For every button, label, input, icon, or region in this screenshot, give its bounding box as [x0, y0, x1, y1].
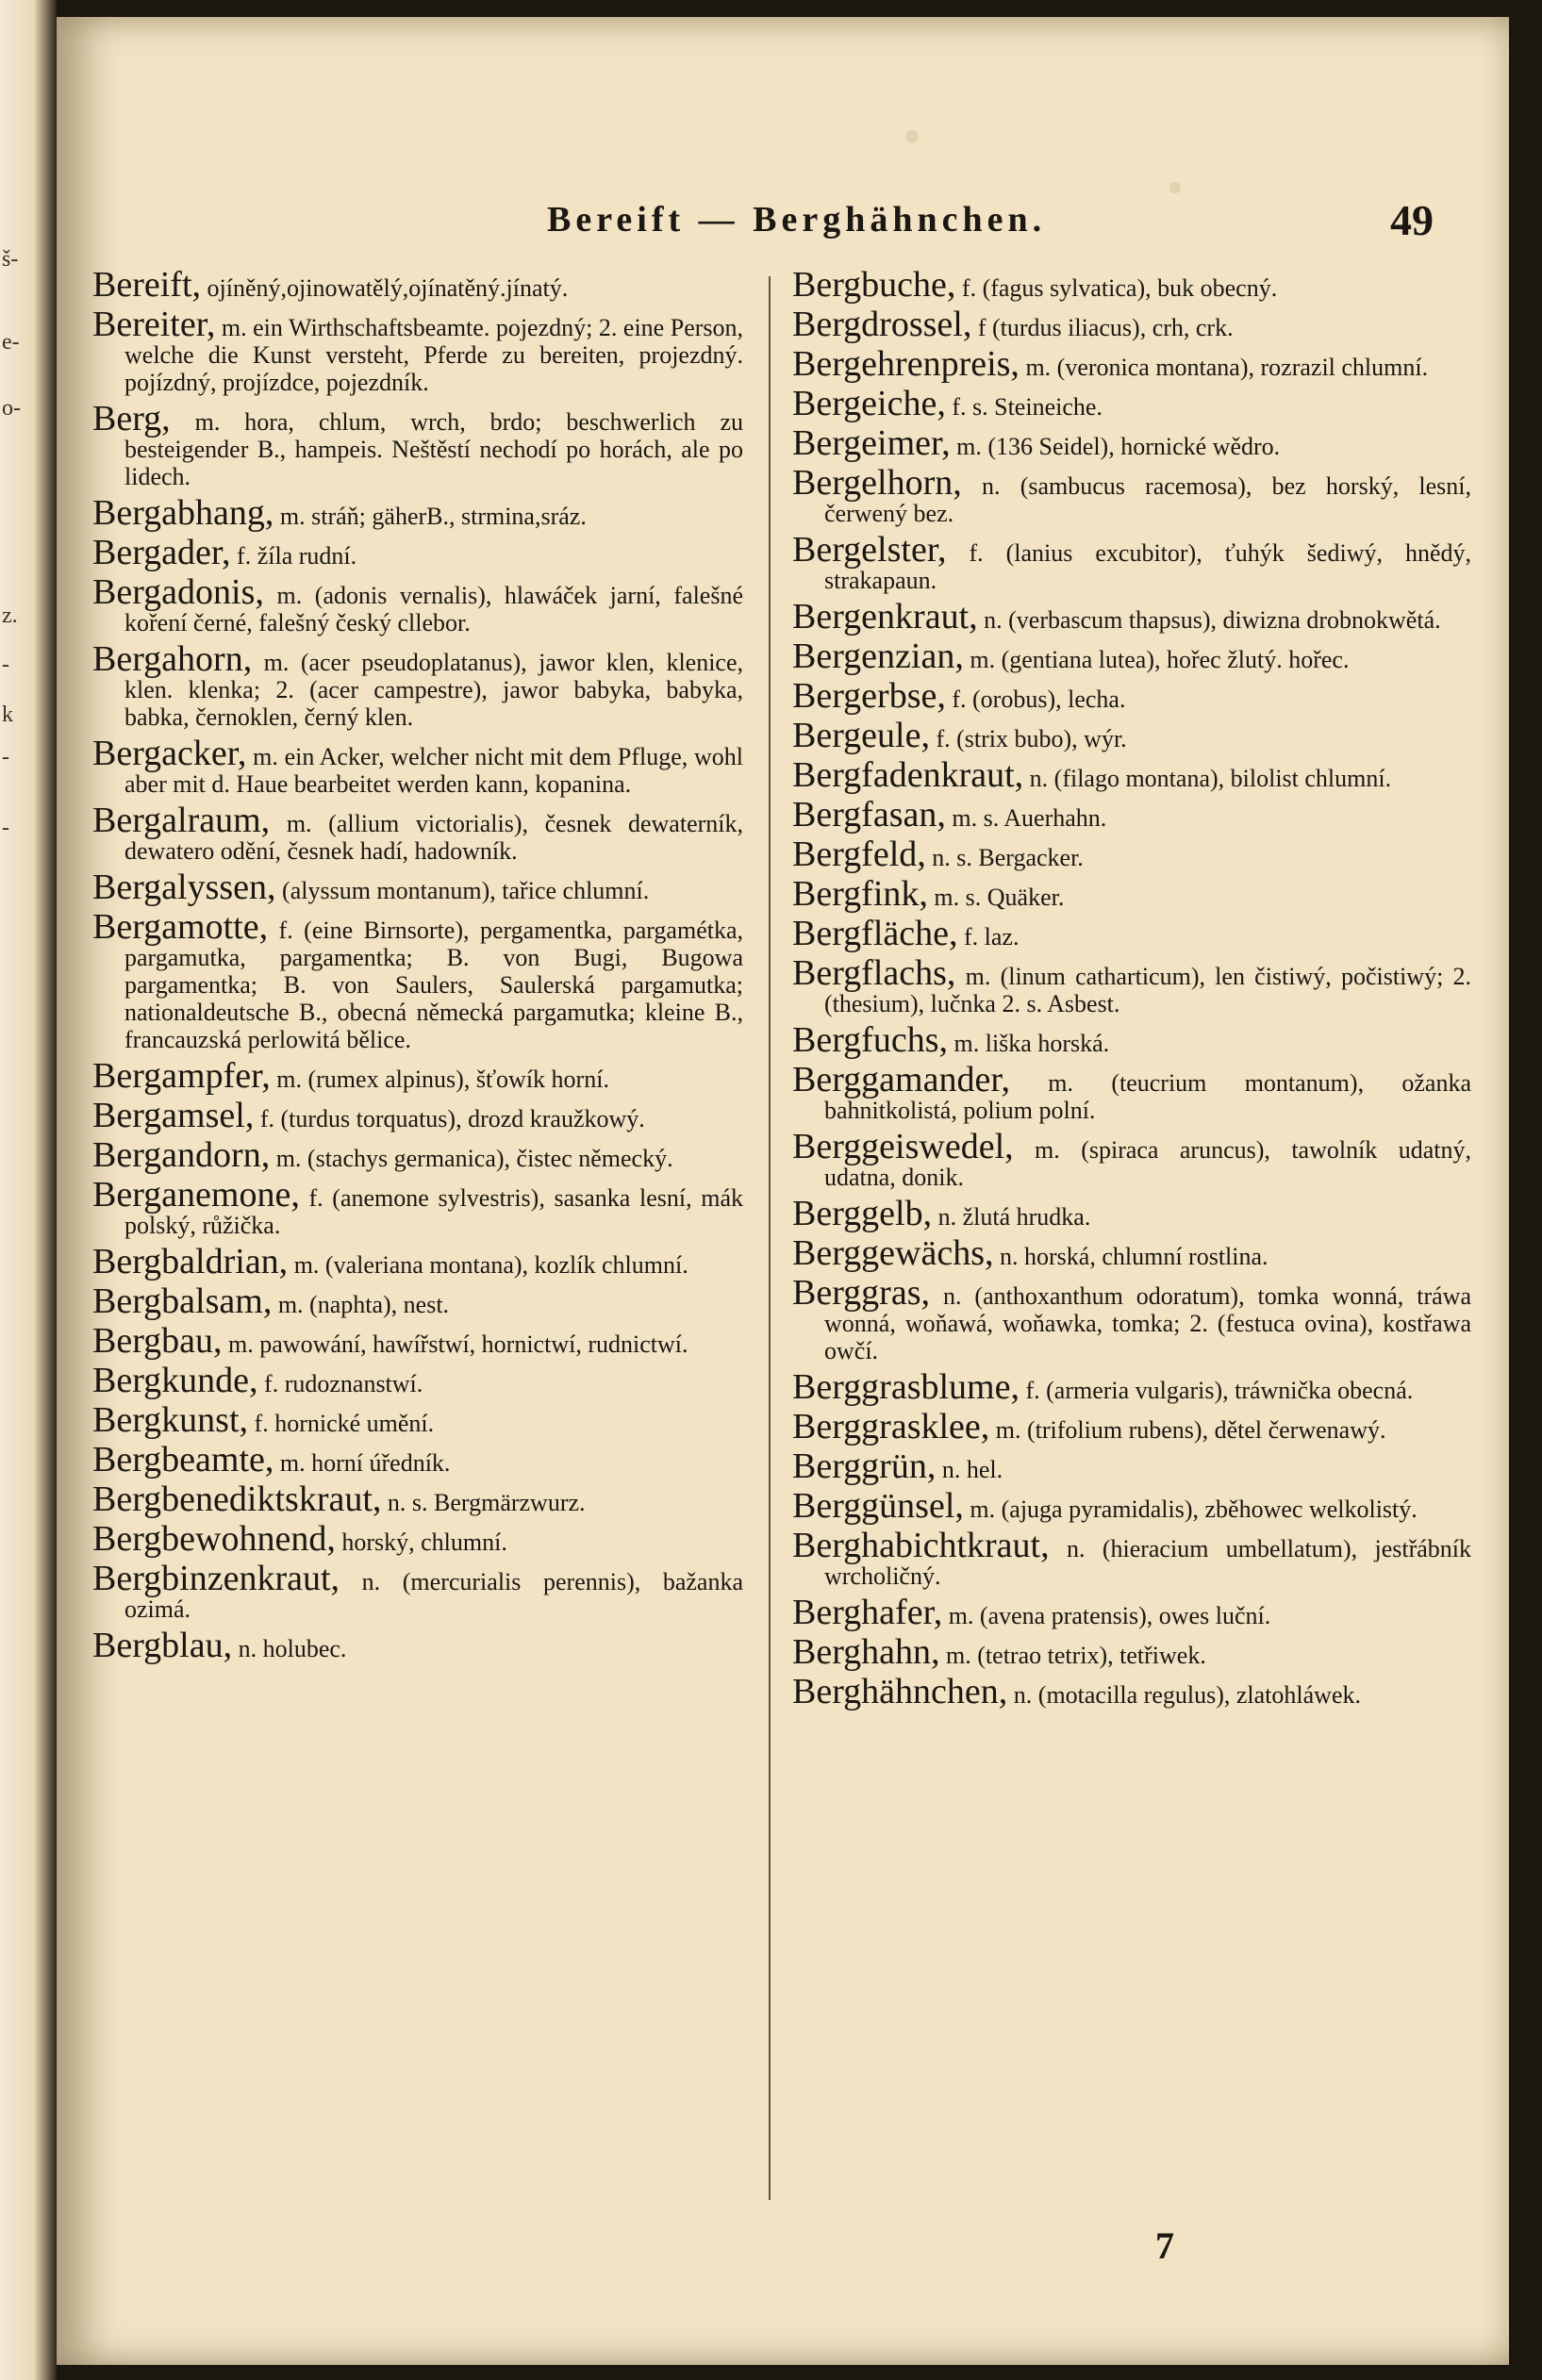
- entry-definition: horský, chlumní.: [341, 1529, 507, 1556]
- entry-headword: Bergampfer,: [92, 1056, 271, 1096]
- dictionary-entry: [792, 1367, 1471, 1407]
- entry-headword: Berggeiswedel,: [792, 1127, 1014, 1166]
- signature-mark: 7: [1155, 2224, 1174, 2267]
- margin-fragment: z.: [2, 603, 18, 628]
- entry-definition: f. (armeria vulgaris), tráwnička obecná.: [1025, 1377, 1414, 1404]
- entry-headword: Berggrün,: [792, 1446, 937, 1486]
- entry-definition: n. (filago montana), bilolist chlumní.: [1029, 765, 1392, 792]
- entry-definition: f. hornické umění.: [254, 1410, 435, 1437]
- entry-headword: Bergamsel,: [92, 1096, 255, 1135]
- book-page: [57, 17, 1509, 2365]
- entry-headword: Bergeule,: [792, 716, 930, 755]
- dictionary-entry: [92, 572, 744, 636]
- entry-definition: m. (acer pseudoplatanus), jawor klen, klenice, klen. klenka; 2. (acer campestre), jawor babyka, babyka, babka, černoklen, černý klen.: [124, 649, 744, 731]
- entry-definition: m. horní úředník.: [279, 1449, 451, 1477]
- entry-definition: ojíněný,ojinowatělý,ojínatěný.jínatý.: [207, 274, 569, 302]
- entry-definition: m. s. Quäker.: [934, 884, 1065, 911]
- dictionary-entry: [92, 399, 743, 490]
- dictionary-entry: [792, 1486, 1471, 1526]
- entry-definition: m. (trifolium rubens), dětel čerwenawý.: [995, 1416, 1386, 1444]
- dictionary-entry: [92, 1519, 743, 1559]
- entry-definition: f. (orobus), lecha.: [952, 686, 1126, 713]
- entry-definition: n. (motacilla regulus), zlatohláwek.: [1013, 1681, 1361, 1709]
- entry-headword: Berggras,: [792, 1273, 930, 1313]
- margin-fragment: e-: [2, 330, 20, 355]
- adjacent-page-margin: [0, 0, 57, 2380]
- entry-definition: f. s. Steineiche.: [952, 393, 1103, 421]
- dictionary-entry: [792, 384, 1471, 423]
- dictionary-entry: [792, 676, 1471, 716]
- entry-definition: f. (anemone sylvestris), sasanka lesní, mák polský, růžička.: [124, 1184, 743, 1239]
- dictionary-entry: [92, 734, 743, 798]
- entry-headword: Bergbenediktskraut,: [92, 1479, 382, 1519]
- entry-headword: Bergeimer,: [792, 423, 951, 463]
- entry-definition: f. (eine Birnsorte), pergamentka, pargamétka, pargamutka, pargamentka; B. von Bugi, Bugowa pargamentka; B. von Saulers, Saulerská pargamutka; nationaldeutsche B., obecná německá pargamutka; kleine B., francauzská perlowitá bělice.: [124, 917, 743, 1053]
- entry-headword: Bergfasan,: [792, 795, 946, 835]
- dictionary-entry: [792, 1127, 1471, 1191]
- entry-definition: n. (verbascum thapsus), diwizna drobnokwětá.: [984, 606, 1441, 634]
- dictionary-entry: [792, 423, 1471, 463]
- entry-headword: Bergandorn,: [92, 1135, 271, 1175]
- dictionary-entry: [792, 914, 1471, 953]
- entry-headword: Bergfadenkraut,: [792, 755, 1024, 795]
- entry-headword: Bergbinzenkraut,: [92, 1559, 340, 1598]
- dictionary-entry: [92, 1440, 743, 1479]
- entry-definition: n. horská, chlumní rostlina.: [1000, 1243, 1268, 1270]
- entry-definition: m. (avena pratensis), owes luční.: [948, 1602, 1271, 1629]
- entry-headword: Bergbalsam,: [92, 1281, 273, 1321]
- entry-headword: Berganemone,: [92, 1175, 300, 1215]
- dictionary-entry: [792, 305, 1471, 344]
- entry-headword: Bergdrossel,: [792, 305, 972, 344]
- dictionary-entry: [792, 716, 1471, 755]
- dictionary-entry: [92, 1626, 743, 1665]
- entry-definition: (alyssum montanum), tařice chlumní.: [282, 877, 650, 904]
- dictionary-entry: [92, 801, 743, 865]
- entry-headword: Berggünsel,: [792, 1486, 964, 1526]
- entry-headword: Bergkunde,: [92, 1361, 258, 1400]
- dictionary-entry: [792, 1446, 1471, 1486]
- entry-headword: Bergahorn,: [92, 639, 253, 679]
- margin-fragment: -: [2, 745, 9, 769]
- entry-headword: Bergflachs,: [792, 953, 956, 993]
- entry-headword: Bergbaldrian,: [92, 1242, 289, 1281]
- entry-headword: Berghähnchen,: [792, 1672, 1008, 1711]
- entry-definition: f. rudoznanstwí.: [264, 1370, 423, 1397]
- dictionary-entry: [792, 1194, 1471, 1233]
- dictionary-entry: [792, 1632, 1471, 1672]
- dictionary-entry: [792, 953, 1472, 1017]
- entry-definition: m. ein Acker, welcher nicht mit dem Pfluge, wohl aber mit d. Haue bearbeitet werden kann, kopanina.: [124, 743, 743, 798]
- entry-definition: m. ein Wirthschaftsbeamte. pojezdný; 2. eine Person, welche die Kunst versteht, Pferde zu bereiten, projezdný. pojízdný, projízdce, pojezdník.: [124, 314, 744, 396]
- dictionary-entry: [92, 1175, 743, 1239]
- entry-definition: m. stráň; gäherB., strmina,sráz.: [279, 503, 587, 530]
- running-header: [490, 191, 1434, 248]
- entry-headword: Berghahn,: [792, 1632, 940, 1672]
- entry-definition: n. (hieracium umbellatum), jestřábník wrcholičný.: [824, 1535, 1472, 1590]
- entry-definition: m. (136 Seidel), hornické wědro.: [956, 433, 1281, 460]
- entry-definition: m. (ajuga pyramidalis), zběhowec welkolistý.: [970, 1496, 1418, 1523]
- entry-headword: Bergeiche,: [792, 384, 946, 423]
- dictionary-entry: [92, 533, 743, 572]
- dictionary-entry: [792, 835, 1471, 874]
- column-divider: [769, 276, 771, 2200]
- dictionary-entry: [792, 636, 1471, 676]
- margin-fragment: š-: [2, 247, 19, 272]
- dictionary-entry: [92, 907, 743, 1053]
- entry-headword: Bergadonis,: [92, 572, 264, 612]
- entry-definition: m. pawowání, hawířstwí, hornictwí, rudnictwí.: [228, 1330, 688, 1358]
- dictionary-entry: [92, 1400, 743, 1440]
- dictionary-entry: [92, 1281, 743, 1321]
- entry-headword: Berggrasblume,: [792, 1367, 1020, 1407]
- dictionary-entry: [92, 1361, 743, 1400]
- dictionary-entry: [92, 1242, 743, 1281]
- entry-headword: Bergelster,: [792, 530, 947, 570]
- entry-headword: Berggrasklee,: [792, 1407, 990, 1446]
- left-column: [92, 265, 744, 1672]
- entry-definition: m. (valeriana montana), kozlík chlumní.: [293, 1251, 688, 1279]
- dictionary-entry: [92, 639, 744, 731]
- entry-definition: f. laz.: [964, 923, 1020, 950]
- entry-headword: Bergenzian,: [792, 636, 964, 676]
- right-column: [792, 265, 1472, 1718]
- dictionary-entry: [792, 1526, 1472, 1590]
- entry-definition: m. (spiraca aruncus), tawolník udatný, udatna, donik.: [824, 1136, 1471, 1191]
- entry-headword: Bergabhang,: [92, 493, 274, 533]
- margin-fragment: o-: [2, 396, 21, 421]
- entry-headword: Berggelb,: [792, 1194, 933, 1233]
- entry-definition: n. holubec.: [238, 1635, 347, 1662]
- entry-definition: m. (gentiana lutea), hořec žlutý. hořec.: [970, 646, 1350, 673]
- entry-definition: m. hora, chlum, wrch, brdo; beschwerlich zu besteigender B., hampeis. Neštěstí nechodí po horách, ale po lidech.: [124, 408, 743, 490]
- entry-definition: f. (strix bubo), wýr.: [936, 725, 1127, 752]
- entry-definition: m. (linum catharticum), len čistiwý, počistiwý; 2. (thesium), lučnka 2. s. Asbest.: [824, 963, 1472, 1017]
- dictionary-entry: [792, 530, 1471, 594]
- entry-headword: Berg,: [92, 399, 171, 438]
- page-number: 49: [1390, 196, 1434, 244]
- entry-headword: Bergacker,: [92, 734, 247, 773]
- entry-definition: m. s. Auerhahn.: [952, 804, 1107, 832]
- entry-definition: m. (rumex alpinus), šťowík horní.: [276, 1066, 609, 1093]
- ink-spot: [905, 130, 919, 143]
- entry-headword: Bergader,: [92, 533, 231, 572]
- dictionary-entry: [92, 493, 743, 533]
- entry-headword: Bergerbse,: [792, 676, 946, 716]
- dictionary-entry: [792, 1407, 1471, 1446]
- dictionary-entry: [792, 795, 1471, 835]
- dictionary-entry: [792, 1233, 1471, 1273]
- dictionary-entry: [92, 265, 743, 305]
- dictionary-entry: [792, 265, 1471, 305]
- entry-headword: Bergfeld,: [792, 835, 926, 874]
- entry-headword: Bergelhorn,: [792, 463, 962, 503]
- dictionary-entry: [792, 1672, 1471, 1711]
- dictionary-entry: [792, 874, 1471, 914]
- dictionary-entry: [792, 1273, 1472, 1364]
- entry-definition: m. (tetrao tetrix), tetřiwek.: [946, 1642, 1206, 1669]
- dictionary-entry: [792, 755, 1471, 795]
- dictionary-entry: [792, 597, 1471, 636]
- entry-headword: Bergblau,: [92, 1626, 233, 1665]
- entry-headword: Berggamander,: [792, 1060, 1010, 1099]
- entry-definition: m. (allium victorialis), česnek dewaterník, dewatero odění, česnek hadí, hadowník.: [124, 810, 743, 865]
- entry-definition: m. (veronica montana), rozrazil chlumní.: [1025, 354, 1429, 381]
- entry-headword: Bergenkraut,: [792, 597, 978, 636]
- dictionary-entry: [792, 344, 1471, 384]
- dictionary-entry: [92, 1559, 743, 1623]
- entry-headword: Bergbeamte,: [92, 1440, 274, 1479]
- entry-definition: m. liška horská.: [953, 1030, 1110, 1057]
- entry-definition: n. s. Bergacker.: [932, 844, 1084, 871]
- entry-definition: f. (fagus sylvatica), buk obecný.: [961, 274, 1278, 302]
- dictionary-entry: [92, 305, 744, 396]
- entry-headword: Bereift,: [92, 265, 202, 305]
- entry-definition: m. (teucrium montanum), ožanka bahnitkolistá, polium polní.: [824, 1069, 1471, 1124]
- entry-headword: Bergkunst,: [92, 1400, 249, 1440]
- entry-headword: Bergbewohnend,: [92, 1519, 336, 1559]
- entry-definition: m. (stachys germanica), čistec německý.: [275, 1145, 673, 1172]
- page-title: Bereift — Berghähnchen.: [547, 200, 1047, 240]
- entry-definition: f. (lanius excubitor), ťuhýk šediwý, hnědý, strakapaun.: [824, 539, 1471, 594]
- entry-headword: Bergehrenpreis,: [792, 344, 1020, 384]
- dictionary-entry: [92, 1056, 743, 1096]
- entry-headword: Berggewächs,: [792, 1233, 994, 1273]
- dictionary-entry: [92, 1096, 743, 1135]
- entry-headword: Berghafer,: [792, 1593, 943, 1632]
- entry-headword: Bergfink,: [792, 874, 928, 914]
- entry-definition: n. žlutá hrudka.: [937, 1203, 1091, 1231]
- entry-definition: n. hel.: [941, 1456, 1003, 1483]
- dictionary-entry: [92, 868, 743, 907]
- entry-headword: Bergalraum,: [92, 801, 271, 840]
- margin-fragment: k: [2, 702, 13, 727]
- entry-headword: Bereiter,: [92, 305, 216, 344]
- entry-definition: m. (adonis vernalis), hlawáček jarní, falešné koření černé, falešný český cllebor.: [124, 582, 744, 636]
- dictionary-entry: [92, 1135, 743, 1175]
- entry-definition: n. (sambucus racemosa), bez horský, lesní, čerwený bez.: [824, 472, 1472, 527]
- entry-definition: f (turdus iliacus), crh, crk.: [977, 314, 1234, 341]
- entry-definition: n. (anthoxanthum odoratum), tomka wonná, tráwa wonná, woňawá, woňawka, tomka; 2. (festuca ovina), kostřawa owčí.: [824, 1282, 1472, 1364]
- entry-headword: Bergbau,: [92, 1321, 223, 1361]
- margin-fragment: -: [2, 653, 9, 677]
- entry-definition: n. s. Bergmärzwurz.: [387, 1489, 586, 1516]
- dictionary-entry: [92, 1321, 743, 1361]
- entry-definition: n. (mercurialis perennis), bažanka ozimá.: [124, 1568, 743, 1623]
- dictionary-entry: [792, 463, 1472, 527]
- dictionary-entry: [92, 1479, 743, 1519]
- dictionary-entry: [792, 1020, 1471, 1060]
- dictionary-entry: [792, 1593, 1471, 1632]
- entry-headword: Bergbuche,: [792, 265, 956, 305]
- entry-headword: Berghabichtkraut,: [792, 1526, 1050, 1565]
- entry-headword: Bergfläche,: [792, 914, 958, 953]
- entry-definition: f. žíla rudní.: [237, 542, 357, 570]
- margin-fragment: -: [2, 816, 9, 840]
- entry-definition: m. (naphta), nest.: [277, 1291, 450, 1318]
- entry-headword: Bergamotte,: [92, 907, 269, 947]
- dictionary-entry: [792, 1060, 1471, 1124]
- entry-headword: Bergfuchs,: [792, 1020, 948, 1060]
- entry-headword: Bergalyssen,: [92, 868, 276, 907]
- entry-definition: f. (turdus torquatus), drozd kraužkowý.: [259, 1105, 645, 1132]
